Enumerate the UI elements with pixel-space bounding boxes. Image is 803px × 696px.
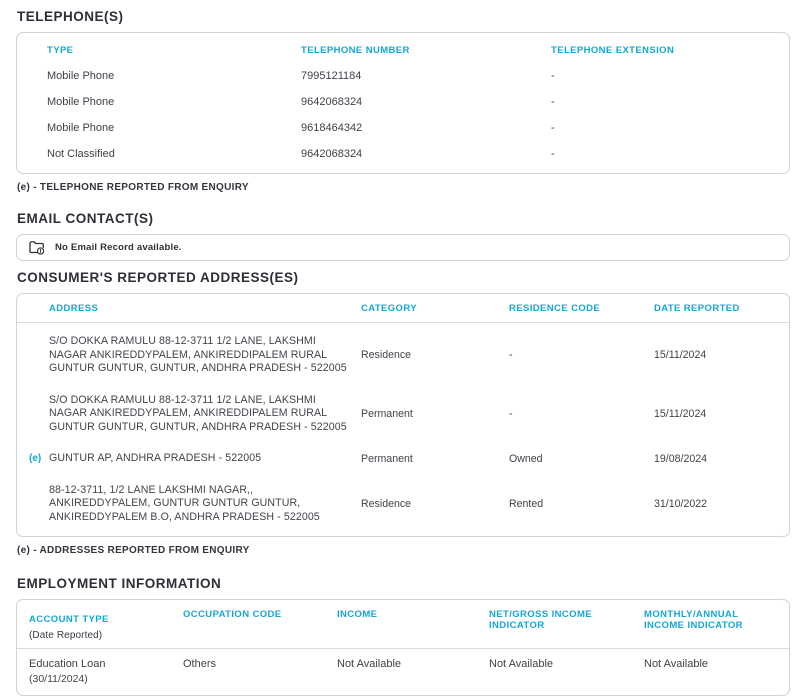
residence-code: - <box>509 349 513 362</box>
date-reported: 19/08/2024 <box>654 452 708 465</box>
date-reported: 15/11/2024 <box>654 349 707 362</box>
employment-monthly-annual-indicator: Not Available <box>644 658 709 670</box>
telephone-type: Mobile Phone <box>47 70 115 82</box>
column-subheader-date-reported: (Date Reported) <box>29 630 103 641</box>
column-header-category: CATEGORY <box>361 302 417 314</box>
employment-occupation-code: Others <box>183 658 217 670</box>
telephone-number: 9642068324 <box>301 96 363 108</box>
table-row <box>17 385 789 444</box>
address-value: GUNTUR AP, ANDHRA PRADESH - 522005 <box>49 452 262 464</box>
addresses-heading: CONSUMER'S REPORTED ADDRESS(ES) <box>17 270 299 285</box>
telephone-type: Mobile Phone <box>47 96 115 108</box>
telephone-type: Not Classified <box>47 148 115 160</box>
telephone-enquiry-note: (e) - TELEPHONE REPORTED FROM ENQUIRY <box>17 182 249 193</box>
employment-account-type: Education Loan <box>29 658 106 670</box>
telephones-heading: TELEPHONE(S) <box>17 9 124 24</box>
address-category: Residence <box>361 497 412 510</box>
telephones-table-header <box>17 37 789 63</box>
telephone-extension: - <box>551 70 555 82</box>
employment-income: Not Available <box>337 658 402 670</box>
telephone-type: Mobile Phone <box>47 122 115 134</box>
table-row <box>17 89 789 115</box>
employment-table-header <box>17 600 789 649</box>
telephone-extension: - <box>551 96 555 108</box>
address-category: Permanent <box>361 452 413 465</box>
column-header-date-reported: DATE REPORTED <box>654 302 740 314</box>
column-header-net-gross-income-indicator: NET/GROSS INCOME INDICATOR <box>489 609 592 631</box>
telephones-table <box>16 32 790 174</box>
table-row <box>17 141 789 167</box>
addresses-table-header <box>17 294 789 323</box>
column-header-income: INCOME <box>337 609 378 620</box>
employment-table <box>16 599 790 696</box>
email-heading: EMAIL CONTACT(S) <box>17 211 154 226</box>
no-email-message: No Email Record available. <box>55 242 182 253</box>
column-header-address: ADDRESS <box>49 302 99 314</box>
column-header-residence-code: RESIDENCE CODE <box>509 302 601 314</box>
addresses-table <box>16 293 790 537</box>
date-reported: 31/10/2022 <box>654 497 708 510</box>
address-value: 88-12-3711, 1/2 LANE LAKSHMI NAGAR,, ANKIREDDYPALEM, GUNTUR GUNTUR GUNTUR, ANKIREDDYPALEM B.O, ANDHRA PRADESH - 522005 <box>49 483 320 523</box>
column-header-telephone-extension: TELEPHONE EXTENSION <box>551 44 675 56</box>
telephones-section <box>16 9 790 193</box>
table-row <box>17 475 789 537</box>
address-value: S/O DOKKA RAMULU 88-12-3711 1/2 LANE, LAKSHMI NAGAR ANKIREDDYPALEM, ANKIREDDIPALEM RURAL GUNTUR GUNTUR, GUNTUR, ANDHRA PRADESH - 522005 <box>49 393 347 433</box>
column-header-telephone-number: TELEPHONE NUMBER <box>301 44 410 56</box>
employment-section <box>16 576 790 696</box>
date-reported: 15/11/2024 <box>654 407 707 420</box>
email-empty-card <box>16 234 790 261</box>
addresses-section <box>16 270 790 556</box>
table-row <box>17 443 789 475</box>
telephone-number: 9618464342 <box>301 122 363 134</box>
table-row <box>17 63 789 89</box>
telephone-extension: - <box>551 122 555 134</box>
table-row <box>17 323 789 385</box>
address-value: S/O DOKKA RAMULU 88-12-3711 1/2 LANE, LAKSHMI NAGAR ANKIREDDYPALEM, ANKIREDDIPALEM RURAL GUNTUR GUNTUR, GUNTUR, ANDHRA PRADESH - 522005 <box>49 335 347 374</box>
telephone-number: 9642068324 <box>301 148 363 160</box>
address-category: Residence <box>361 349 412 362</box>
table-row <box>17 649 789 695</box>
residence-code: Rented <box>509 497 544 510</box>
address-category: Permanent <box>361 407 413 420</box>
employment-date-reported: (30/11/2024) <box>29 673 88 685</box>
column-header-monthly-annual-income-indicator: MONTHLY/ANNUAL INCOME INDICATOR <box>644 609 743 631</box>
telephone-number: 7995121184 <box>301 70 362 82</box>
table-row <box>17 115 789 141</box>
residence-code: Owned <box>509 452 543 465</box>
column-header-account-type: ACCOUNT TYPE <box>29 614 109 625</box>
enquiry-marker: (e) <box>29 453 42 465</box>
column-header-occupation-code: OCCUPATION CODE <box>183 609 282 620</box>
employment-heading: EMPLOYMENT INFORMATION <box>17 576 222 591</box>
residence-code: - <box>509 407 513 420</box>
telephone-extension: - <box>551 148 555 160</box>
column-header-type: TYPE <box>47 44 74 56</box>
employment-net-gross-indicator: Not Available <box>489 658 554 670</box>
email-section <box>16 211 790 261</box>
folder-alert-icon <box>29 240 46 255</box>
address-enquiry-note: (e) - ADDRESSES REPORTED FROM ENQUIRY <box>17 545 250 556</box>
